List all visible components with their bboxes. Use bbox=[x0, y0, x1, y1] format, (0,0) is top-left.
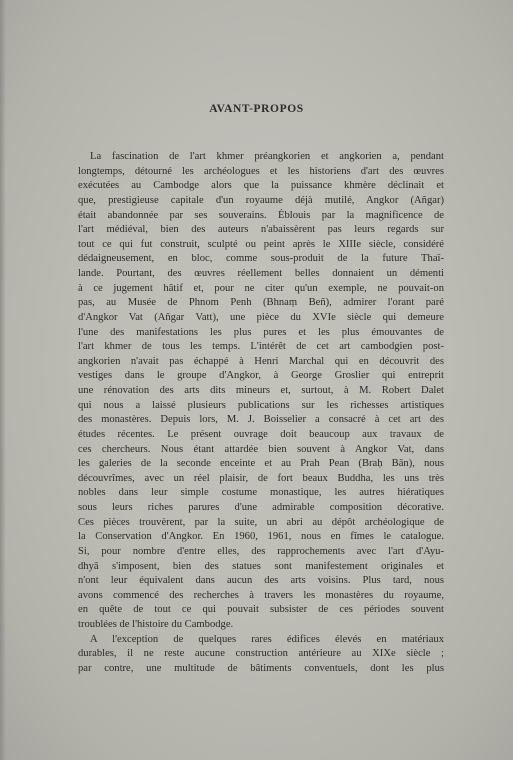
text-line: Si, pour nombre d'entre elles, des rapprochements avec l'art d'Ayu- bbox=[78, 545, 444, 557]
text-line: découvrîmes, avec un réel plaisir, de fort beaux Buddha, les uns très bbox=[78, 472, 444, 484]
text-line: nobles dans leur simple costume monastique, les autres hiératiques bbox=[78, 487, 444, 499]
text-line: durables, il ne reste aucune construction antérieure au XIXe siècle ; bbox=[78, 648, 444, 660]
text-line: dédaigneusement, en bloc, comme sous-produit de la future Thaï- bbox=[78, 253, 444, 265]
text-line: à ce jugement hâtif et, pour ne citer qu'un exemple, ne pouvait-on bbox=[78, 282, 444, 294]
text-line: longtemps, détourné les archéologues et les historiens d'art des œuvres bbox=[78, 165, 444, 177]
text-line: sous leurs riches parures d'une admirable composition décorative. bbox=[78, 502, 444, 513]
text-line: A l'exception de quelques rares édifices élevés en matériaux bbox=[90, 633, 444, 645]
text-line: troublées de l'histoire du Cambodge. bbox=[78, 619, 234, 630]
text-line: tout ce qui fut construit, sculpté ou peint après le XIIIe siècle, considéré bbox=[78, 238, 444, 250]
text-line: était abandonnée par ses souverains. Éblouis par la magnificence de bbox=[78, 209, 444, 221]
text-line: la Conservation d'Angkor. En 1960, 1961, nous en fîmes le catalogue. bbox=[78, 531, 444, 543]
page-title: AVANT-PROPOS bbox=[209, 103, 304, 115]
paragraph-1 bbox=[78, 150, 444, 633]
body-text bbox=[78, 150, 444, 677]
text-line: Ces pièces trouvèrent, par la suite, un abri au dépôt archéologique de bbox=[78, 516, 444, 528]
text-line: La fascination de l'art khmer préangkorien et angkorien a, pendant bbox=[90, 151, 444, 162]
text-line: que, prestigieuse capitale d'un royaume déjà mutilé, Angkor (Añgar) bbox=[78, 194, 444, 206]
text-line: avons commencé des recherches à travers les monastères du royaume, bbox=[78, 589, 444, 601]
text-line: les galeries de la seconde enceinte et au Prah Pean (Braḥ Bān), nous bbox=[78, 458, 444, 470]
text-line: l'art médiéval, bien des auteurs n'abaissèrent pas leurs regards sur bbox=[78, 224, 444, 236]
text-line: études récentes. Le présent ouvrage doit beaucoup aux travaux de bbox=[78, 428, 444, 440]
text-line: angkorien n'avait pas échappé à Henri Marchal qui en découvrit des bbox=[78, 355, 444, 367]
text-line: ces chercheurs. Nous étant attardée bien souvent à Angkor Vat, dans bbox=[78, 443, 444, 455]
text-line: l'une des manifestations les plus pures et les plus émouvantes de bbox=[78, 326, 444, 338]
text-line: l'art khmer de tous les temps. L'intérêt de cet art cambodgien post- bbox=[78, 341, 444, 353]
text-line: pas, au Musée de Phnom Penh (Bhnaṃ Beñ), admirer l'orant paré bbox=[78, 297, 444, 309]
text-line: en quête de tout ce qui pouvait subsister de ces périodes souvent bbox=[78, 604, 444, 616]
text-line: des monastères. Depuis lors, M. J. Boisselier a consacré à cet art des bbox=[78, 414, 444, 426]
paragraph-2 bbox=[78, 633, 444, 677]
text-line: dhyā s'imposent, bien des statues sont manifestement originales et bbox=[78, 560, 444, 572]
text-line: une rénovation des arts dits mineurs et, surtout, à M. Robert Dalet bbox=[78, 385, 444, 396]
text-line: n'ont leur équivalent dans aucun des arts voisins. Plus tard, nous bbox=[78, 575, 444, 587]
text-line: lande. Pourtant, des œuvres réellement belles donnaient un démenti bbox=[78, 268, 444, 279]
text-line: d'Angkor Vat (Añgar Vatt), une pièce du XVIe siècle qui demeure bbox=[78, 311, 444, 323]
text-line: qui nous a laissé plusieurs publications sur les richesses artistiques bbox=[78, 399, 444, 411]
text-line: vestiges dans le groupe d'Angkor, à George Groslier qui entreprit bbox=[78, 370, 444, 382]
text-line: par contre, une multitude de bâtiments conventuels, dont les plus bbox=[78, 662, 444, 674]
text-line: exécutées au Cambodge alors que la puissance khmère déclinait et bbox=[78, 180, 444, 192]
